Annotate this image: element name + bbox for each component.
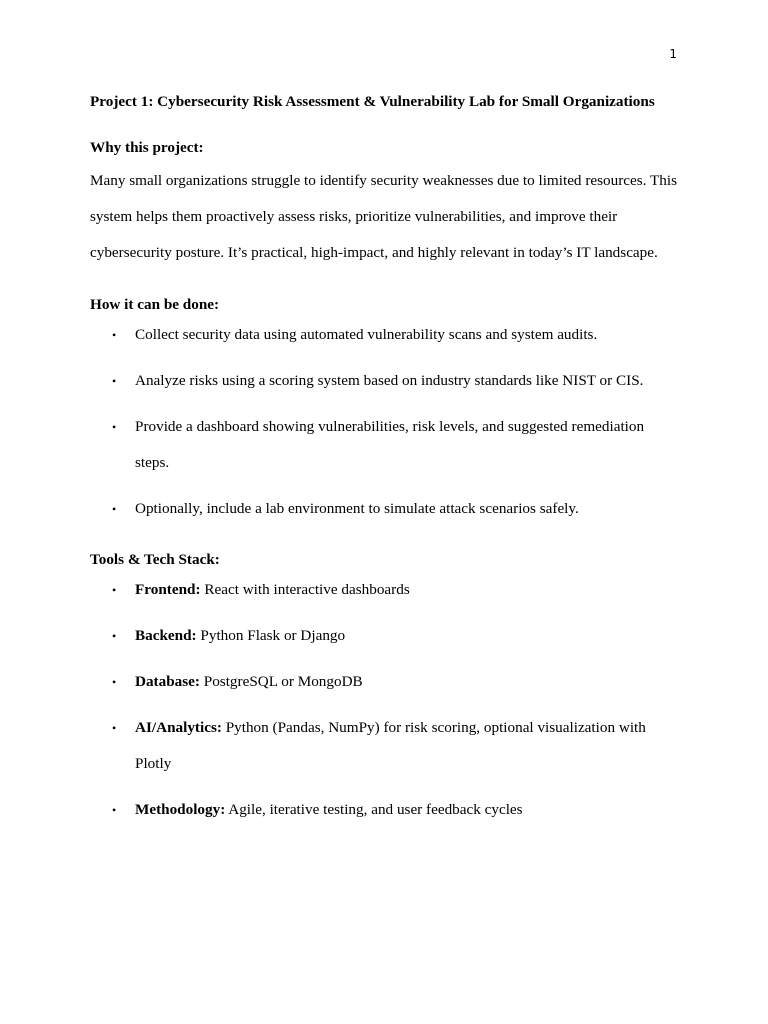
bullet-icon: • <box>112 675 117 689</box>
list-item <box>90 317 680 353</box>
list-item <box>90 618 680 654</box>
tool-text: React with interactive dashboards <box>200 581 410 598</box>
how-list <box>90 317 680 527</box>
tool-text: PostgreSQL or MongoDB <box>199 673 363 690</box>
list-item <box>90 572 680 608</box>
bullet-icon: • <box>112 328 117 342</box>
tool-label: Database: <box>135 673 200 690</box>
list-item-text: Provide a dashboard showing vulnerabilities, risk levels, and suggested remediation steps. <box>135 418 645 471</box>
list-item-text: Collect security data using automated vulnerability scans and system audits. <box>135 326 598 343</box>
list-item <box>90 710 680 782</box>
list-item <box>90 363 680 399</box>
tools-list <box>90 572 680 828</box>
tool-text: Agile, iterative testing, and user feedback cycles <box>225 801 523 818</box>
bullet-icon: • <box>112 374 117 388</box>
list-item <box>90 664 680 700</box>
page-number: 1 <box>669 47 677 61</box>
why-paragraph: Many small organizations struggle to identify security weaknesses due to limited resources. This system helps them proactively assess risks, prioritize vulnerabilities, and improve their cybersecurity posture. It’s practical, high-impact, and highly relevant in today’s IT landscape. <box>90 172 677 261</box>
bullet-icon: • <box>112 420 117 434</box>
list-item-text: Optionally, include a lab environment to simulate attack scenarios safely. <box>135 500 579 517</box>
tool-label: AI/Analytics: <box>135 719 222 736</box>
bullet-icon: • <box>112 502 117 516</box>
bullet-icon: • <box>112 721 117 735</box>
how-heading: How it can be done: <box>90 296 220 313</box>
bullet-icon: • <box>112 629 117 643</box>
bullet-icon: • <box>112 803 117 817</box>
bullet-icon: • <box>112 583 117 597</box>
why-heading: Why this project: <box>90 139 204 156</box>
list-item <box>90 409 680 481</box>
tool-label: Backend: <box>135 627 197 644</box>
tool-text: Python (Pandas, NumPy) for risk scoring, optional visualization with Plotly <box>135 719 646 772</box>
tool-text: Python Flask or Django <box>196 627 346 644</box>
tool-label: Methodology: <box>135 801 226 818</box>
tool-label: Frontend: <box>135 581 201 598</box>
list-item <box>90 792 680 828</box>
tools-heading: Tools & Tech Stack: <box>90 551 220 568</box>
list-item <box>90 491 680 527</box>
list-item-text: Analyze risks using a scoring system based on industry standards like NIST or CIS. <box>135 372 644 389</box>
document-body <box>90 90 680 838</box>
document-title: Project 1: Cybersecurity Risk Assessment & Vulnerability Lab for Small Organizations <box>90 93 655 110</box>
